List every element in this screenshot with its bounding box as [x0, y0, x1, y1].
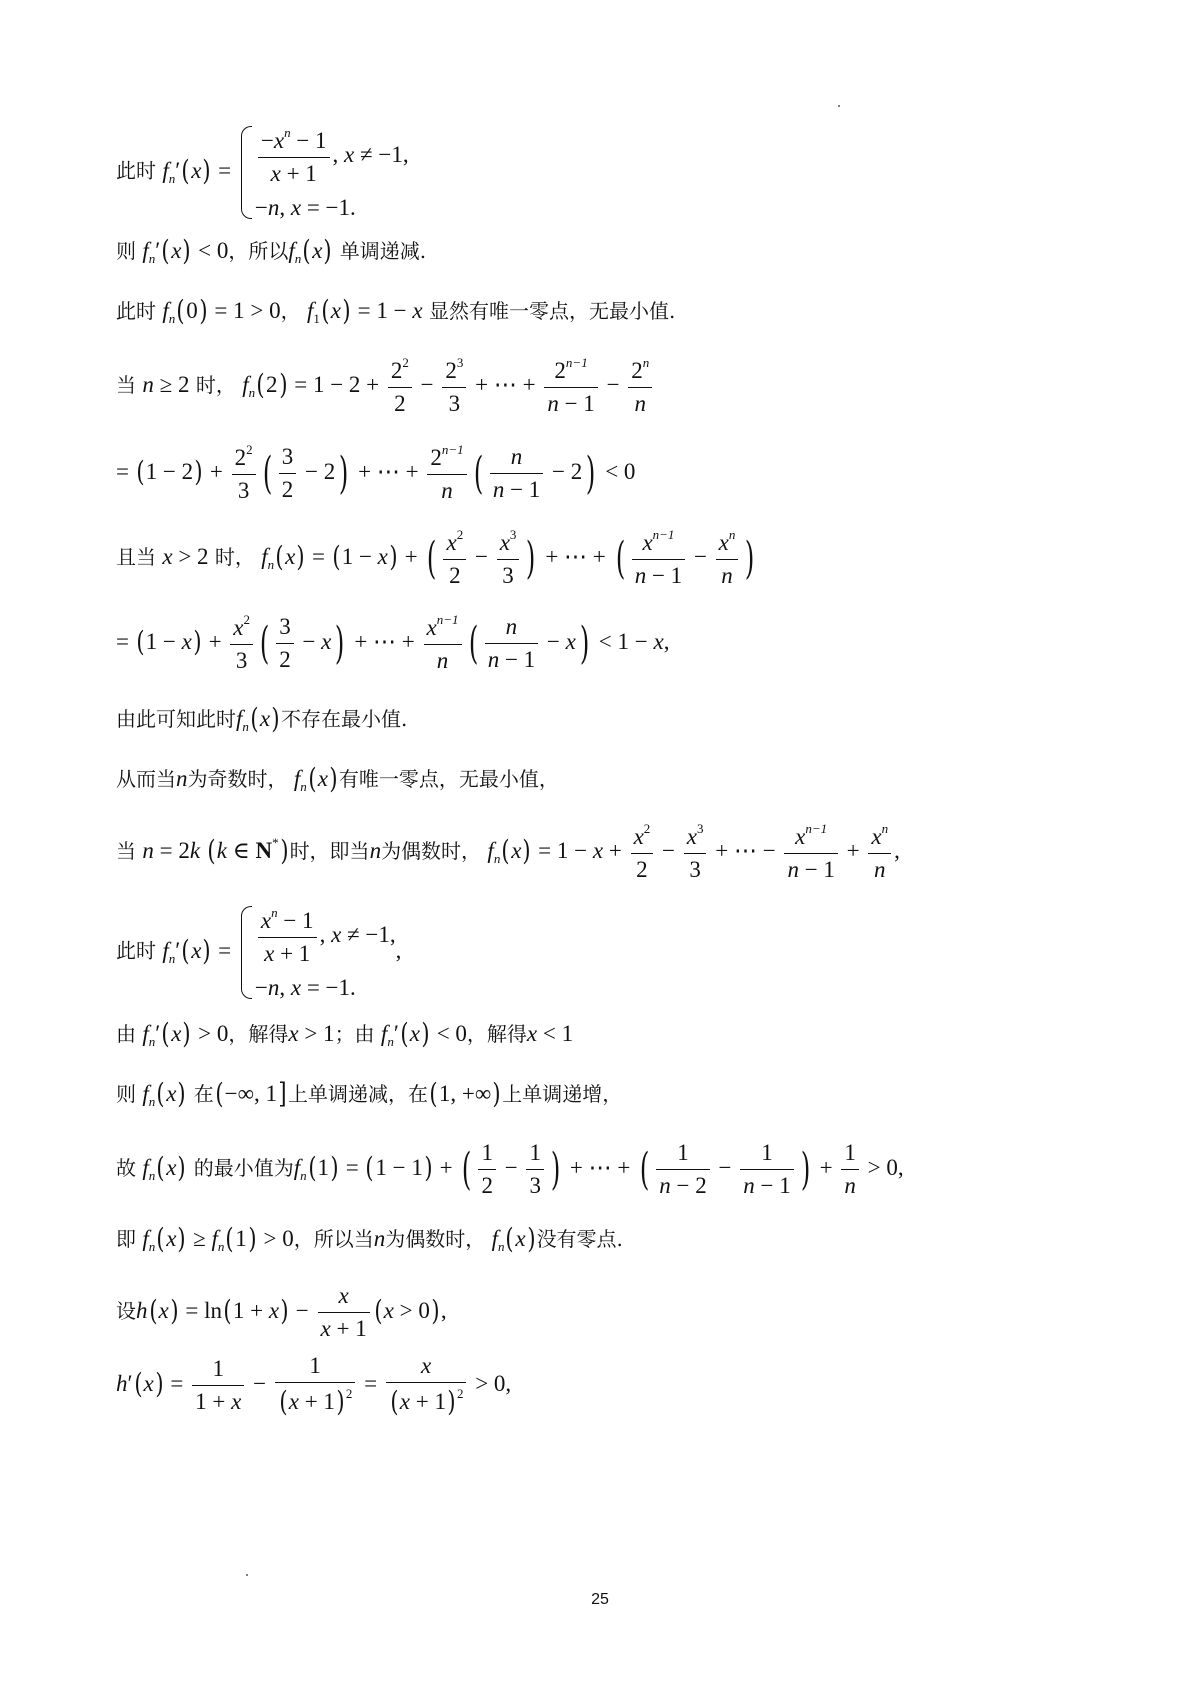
- text: ；由: [334, 1022, 375, 1046]
- text: 当: [116, 839, 136, 864]
- text: 时，: [195, 373, 236, 398]
- line-15: 即 $f_n(x) \ge f_n(1) > 0$，所以当n为偶数时， $f_n(x)$没有零点.: [116, 1222, 623, 1255]
- line-16: 设h(x) = ln(1 + x) − $\frac{x}{x + 1}$ (x > 0),: [116, 1283, 447, 1342]
- text: 当: [116, 373, 136, 398]
- text: 为偶数时，: [385, 1227, 486, 1251]
- text: ，所以: [228, 239, 289, 263]
- page-number: 25: [591, 1591, 609, 1608]
- text: 故: [116, 1156, 136, 1181]
- text: ，: [280, 299, 301, 323]
- text: 时，: [214, 545, 255, 570]
- text: 设: [116, 1299, 136, 1324]
- line-11: [116, 902, 401, 1003]
- text: 此时: [116, 938, 156, 963]
- line-13: 则 $f_n(x)$ 在(−∞, 1]上单调递减，在(1, +∞)上单调递增，: [116, 1077, 623, 1110]
- text: 此时: [116, 299, 156, 323]
- text: 有唯一零点，无最小值，: [338, 767, 559, 791]
- line-5: = (1 − 2) + $\frac{2^2}{3}$ ( $\frac{3}{2}$ − 2) + ⋯ + $\frac{2^{n-1}}{n}$ ( $\frac{n}{n - 1}$ − 2) < 0: [116, 442, 636, 504]
- scan-speck: [246, 1574, 248, 1576]
- text: 此时: [116, 158, 156, 183]
- text: 上单调递增，: [502, 1082, 623, 1106]
- text: 即: [116, 1227, 136, 1251]
- text: 且当: [116, 545, 156, 570]
- text: 则: [116, 239, 136, 263]
- line-14: 故 $f_n(x)$ 的最小值为$f_n(1) = (1 - 1)$ + ( $\frac{1}{2}$ − $\frac{1}{3}$ ) + ⋯ + ( $\frac{1}{n - 2}$ − $\frac{1}{n - 1}$ ) + $\frac{1}{n}$ > 0,: [116, 1140, 904, 1199]
- line-9: 从而当n为奇数时， $f_n(x)$有唯一零点，无最小值，: [116, 762, 559, 795]
- text: 为偶数时，: [381, 839, 482, 864]
- text: 没有零点.: [536, 1227, 623, 1251]
- scan-speck: [838, 105, 840, 107]
- text: 由此可知此时: [116, 707, 236, 731]
- text: 不存在最小值.: [280, 707, 408, 731]
- text: 上单调递减，在: [287, 1082, 428, 1106]
- formula-1: $f_n'(x)$ = $\frac{-x^n - 1}{x + 1}$ , x ≠ −1, −n, x = −1.: [162, 158, 408, 183]
- line-7: = (1 − x) + $\frac{x^2}{3}$ ( $\frac{3}{2}$ − x) + ⋯ + $\frac{x^{n-1}}{n}$ ( $\frac{n}{n - 1}$ − x) < 1 − x,: [116, 612, 670, 674]
- text: 的最小值为: [193, 1156, 294, 1181]
- line-4: 当 n ≥ 2 时， $f_n(2) = 1 - 2$ + $\frac{2^2}{2}$ − $\frac{2^3}{3}$ + ⋯ + $\frac{2^{n-1}}{n - 1}$ − $\frac{2^n}{n}$: [116, 356, 655, 418]
- line-10: 当 n = 2k (k ∈ N*)时，即当n为偶数时， $f_n(x) = 1 - x$ + $\frac{x^2}{2}$ − $\frac{x^3}{3}$ + ⋯ − $\frac{x^{n-1}}{n - 1}$ + $\frac{x^n}{n}$ ,: [116, 821, 900, 883]
- line-1: [116, 122, 409, 223]
- text: 由: [116, 1022, 136, 1046]
- text: 则: [116, 1082, 136, 1106]
- line-3: 此时 $f_n(0) = 1 > 0$， $f_1(x) = 1 - x$ 显然有唯一零点，无最小值.: [116, 294, 676, 327]
- text: 从而当: [116, 767, 176, 791]
- line-17: h′(x) = $\frac{1}{1 + x}$ − $\frac{1}{(x + 1)^2}$ = $\frac{x}{(x + 1)^2}$ > 0,: [116, 1353, 512, 1419]
- text: ，所以当: [293, 1227, 374, 1251]
- line-2: 则 $f_n'(x) < 0$，所以$f_n(x)$ 单调递减.: [116, 234, 427, 267]
- text: 为奇数时，: [187, 767, 288, 791]
- formula-11: $f_n'(x)$ = $\frac{x^n - 1}{x + 1}$ , x ≠ −1, −n, x = −1. ,: [162, 938, 401, 963]
- text: 单调递减.: [339, 239, 427, 263]
- text: ，解得: [466, 1022, 527, 1046]
- line-6: 且当 x > 2 时， $f_n(x) = (1 - x)$ + ( $\frac{x^2}{2}$ − $\frac{x^3}{3}$ ) + ⋯ + ( $\frac{x^{n-1}}{n - 1}$ − $\frac{x^n}{n}$ ): [116, 527, 755, 589]
- text: 显然有唯一零点，无最小值.: [428, 299, 676, 323]
- text: 在: [193, 1082, 214, 1106]
- text: ，解得: [228, 1022, 289, 1046]
- text: 时，即当: [289, 839, 370, 864]
- line-8: 由此可知此时$f_n(x)$不存在最小值.: [116, 702, 408, 735]
- line-12: 由 $f_n'(x) > 0$，解得x > 1；由 $f_n'(x) < 0$，解得x < 1: [116, 1017, 574, 1050]
